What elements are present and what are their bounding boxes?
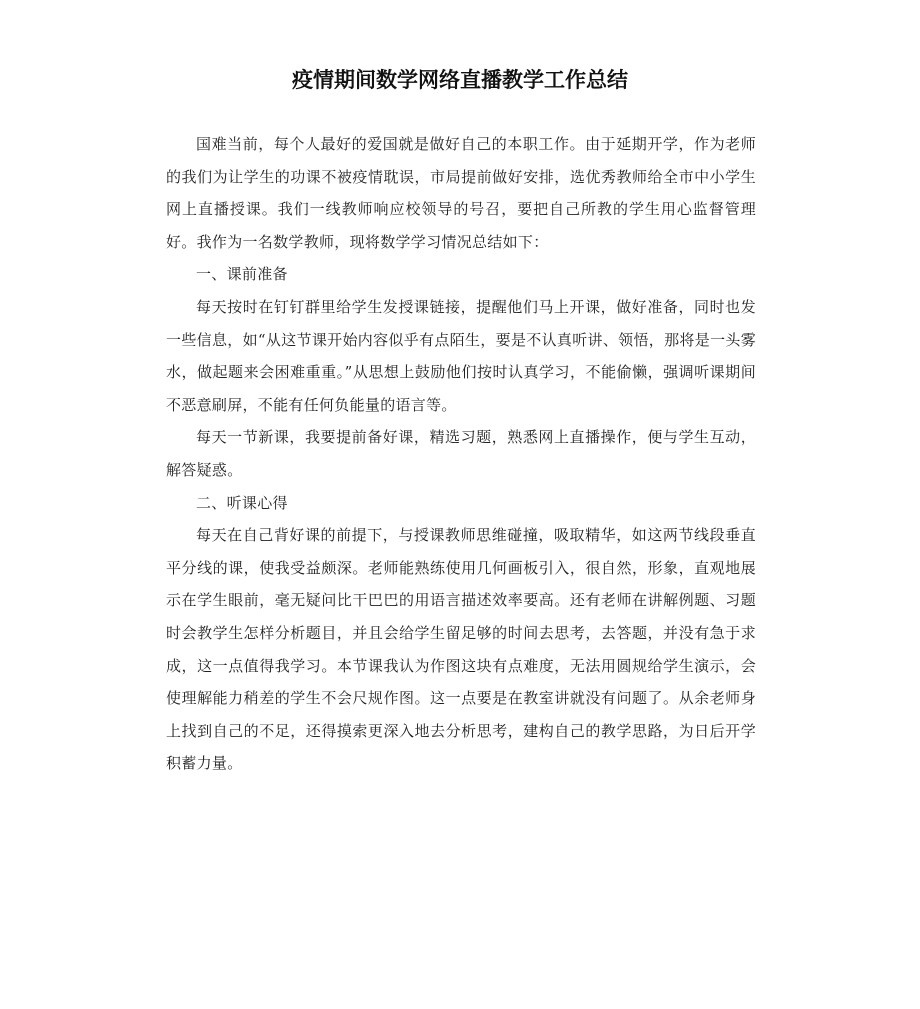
reflection-paragraph: 每天在自己背好课的前提下，与授课教师思维碰撞，吸取精华，如这两节线段垂直平分线的课，使我受益颇深。老师能熟练使用几何画板引入，很自然，形象，直观地展示在学生眼前，毫无疑问比干巴巴的用语言描述效率要高。还有老师在讲解例题、习题时会教学生怎样分析题目，并且会给学生留足够的时间去思考，去答题，并没有急于求成，这一点值得我学习。本节课我认为作图这块有点难度，无法用圆规给学生演示，会使理解能力稍差的学生不会尺规作图。这一点要是在教室讲就没有问题了。从余老师身上找到自己的不足，还得摸索更深入地去分析思考，建构自己的教学思路，为日后开学积蓄力量。	[166, 526, 756, 773]
section-heading-reflection: 二、听课心得	[196, 493, 288, 512]
intro-paragraph: 国难当前，每个人最好的爱国就是做好自己的本职工作。由于延期开学，作为老师的我们为让学生的功课不被疫情耽误，市局提前做好安排，选优秀教师给全市中小学生网上直播授课。我们一线教师响应校领导的号召，要把自己所教的学生用心监督管理好。我作为一名数学教师，现将数学学习情况总结如下：	[166, 135, 756, 251]
preparation-paragraph-2: 每天一节新课，我要提前备好课，精选习题，熟悉网上直播操作，便与学生互动，解答疑惑。	[166, 428, 756, 479]
preparation-paragraph-1: 每天按时在钉钉群里给学生发授课链接，提醒他们马上开课，做好准备，同时也发一些信息，如“从这节课开始内容似乎有点陌生，要是不认真听讲、领悟，那将是一头雾水，做起题来会困难重重。”从思想上鼓励他们按时认真学习，不能偷懒，强调听课期间不恶意刷屏，不能有任何负能量的语言等。	[166, 297, 756, 414]
section-heading-preparation: 一、课前准备	[196, 265, 288, 284]
document-body	[166, 128, 756, 780]
document-title: 疫情期间数学网络直播教学工作总结	[292, 68, 628, 92]
